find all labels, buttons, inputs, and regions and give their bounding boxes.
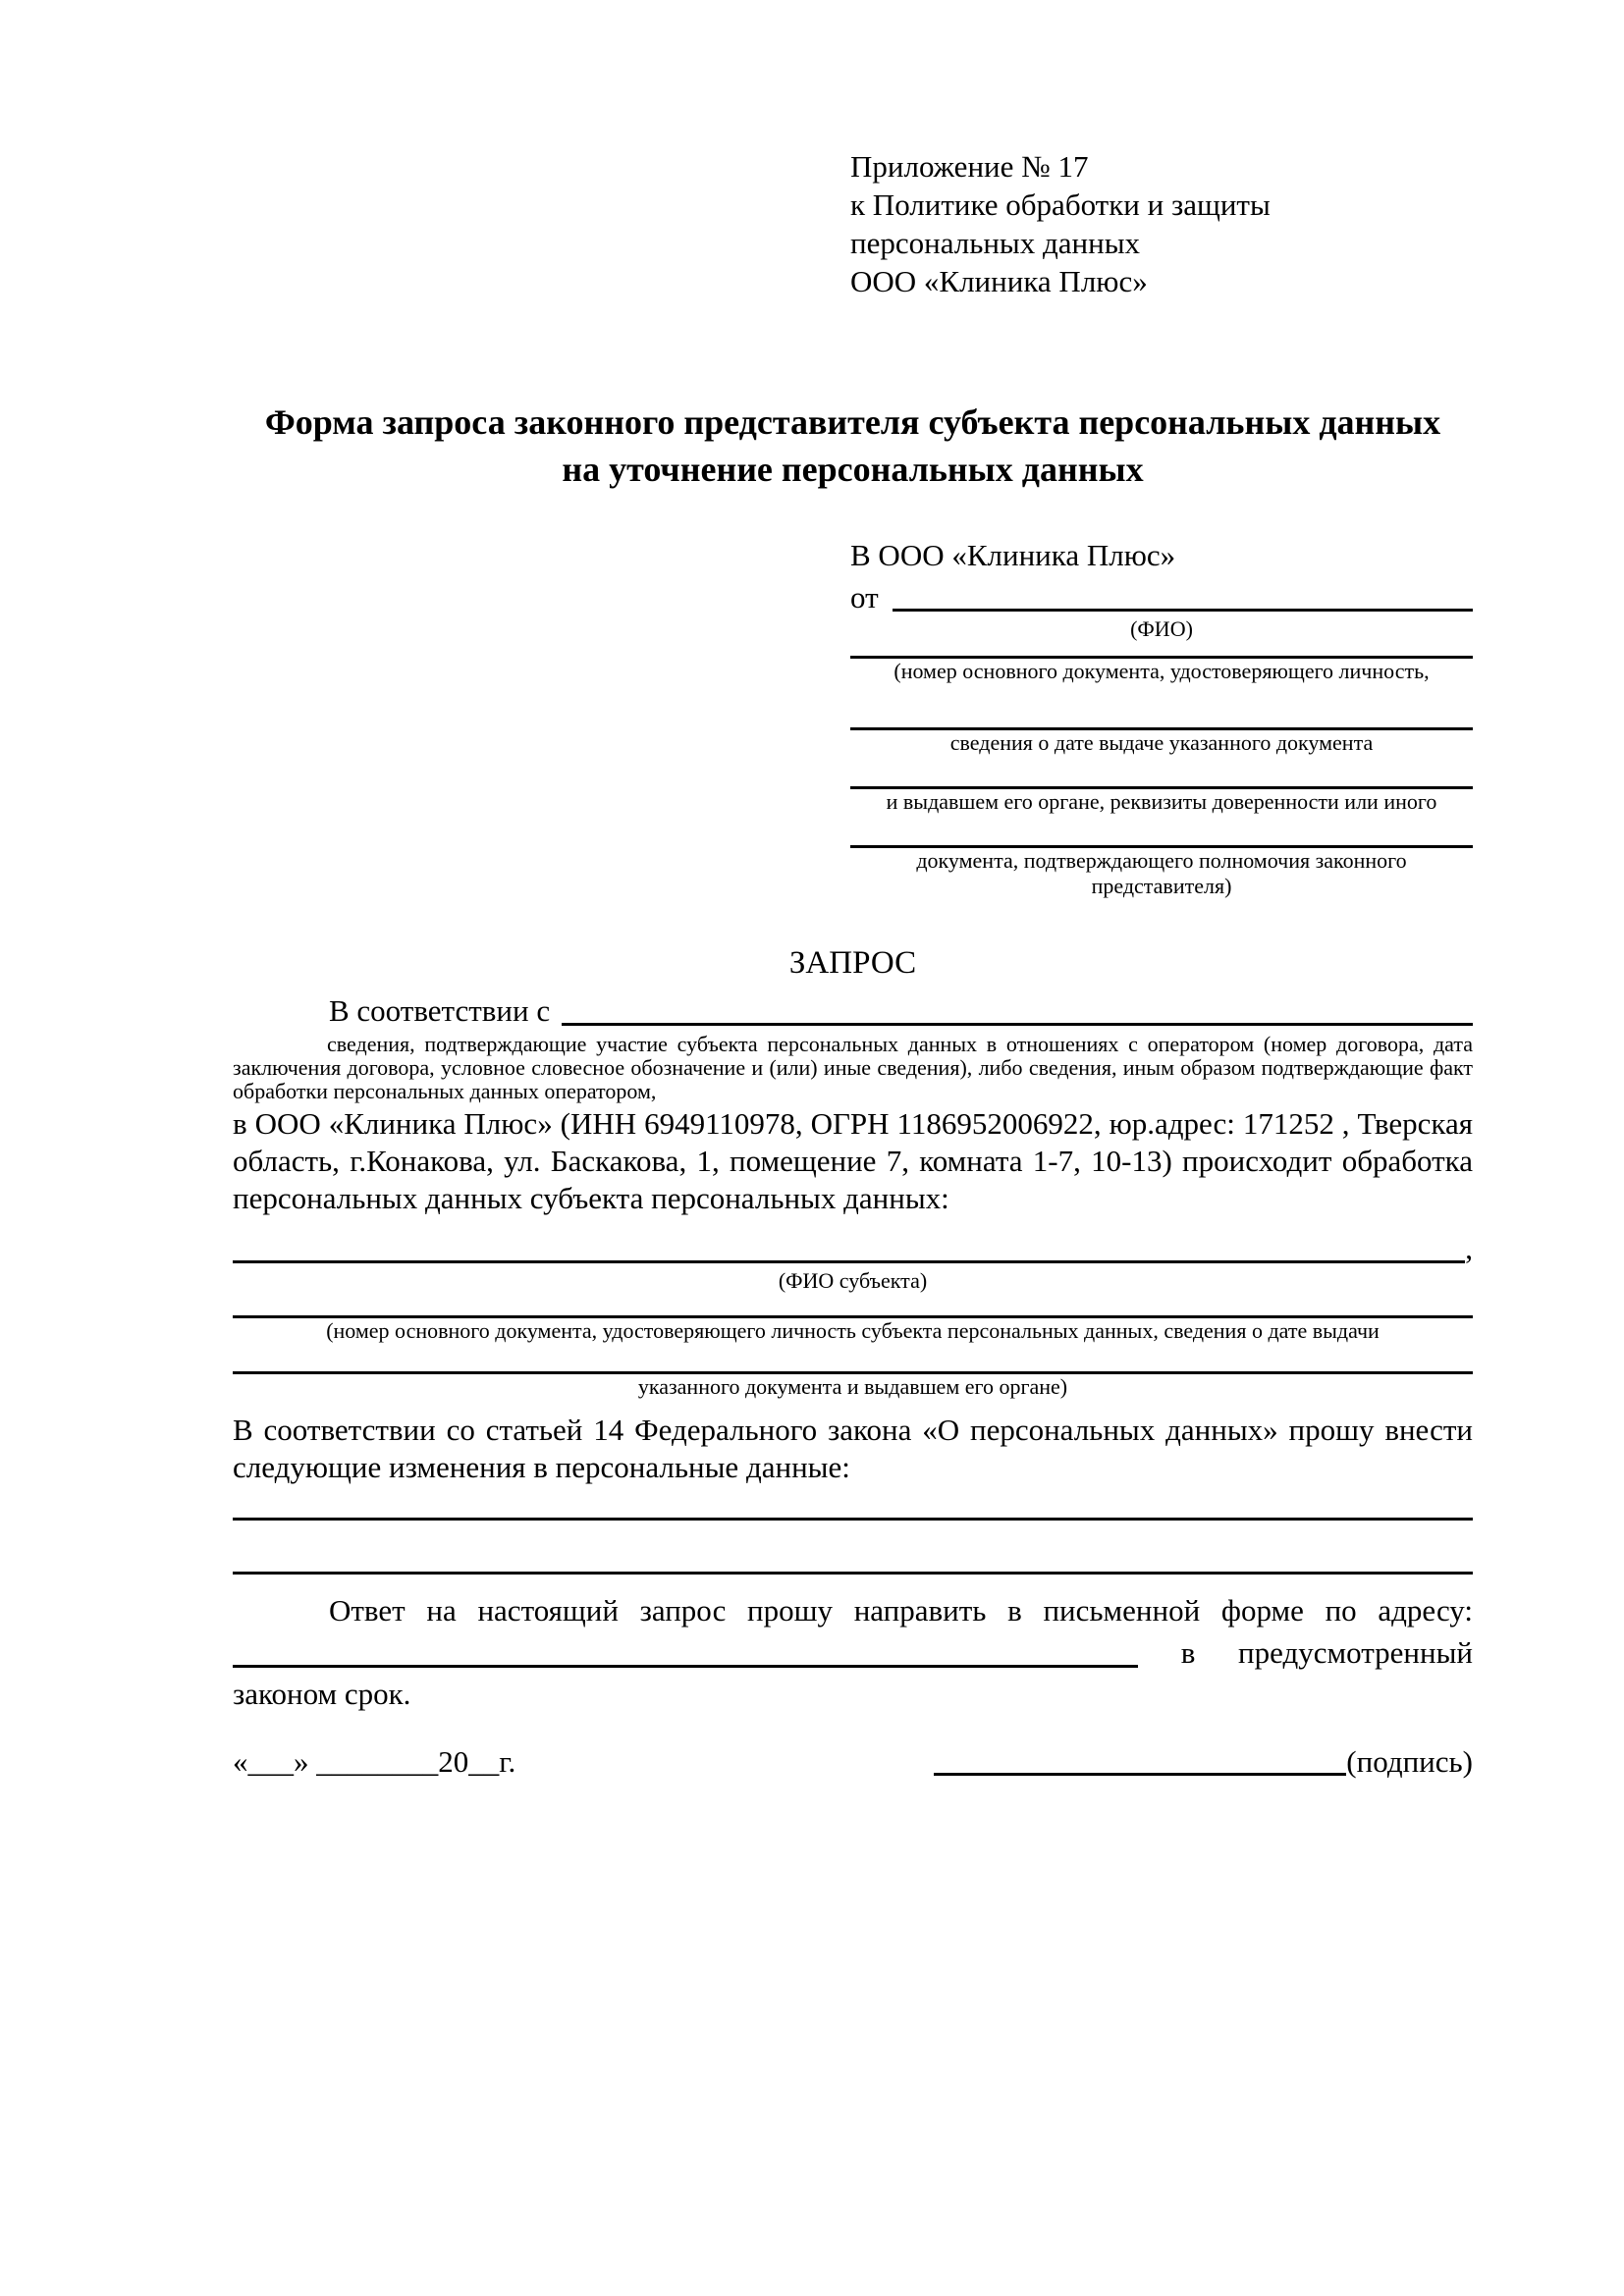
signature-caption: (подпись): [1346, 1744, 1473, 1779]
blank-line-caption: сведения о дате выдаче указанного документа: [949, 730, 1374, 755]
from-label: от: [850, 580, 879, 614]
blank-line-caption: и выдавшем его органе, реквизиты доверенности или иного: [886, 789, 1437, 814]
subject-fio-comma: ,: [1465, 1231, 1473, 1265]
response-address-row: [233, 1633, 1473, 1673]
changes-blank-line-2: [233, 1572, 1473, 1575]
document-title: [233, 399, 1473, 493]
blank-line-caption: (номер основного документа, удостоверяющего личность,: [893, 659, 1430, 683]
from-caption: (ФИО): [1130, 616, 1193, 641]
appendix-header-line-4: ООО «Клиника Плюс»: [850, 264, 1148, 298]
request-heading: ЗАПРОС: [788, 945, 917, 981]
blank-field-group: [850, 727, 1473, 756]
date-blank-text: «___» ________20__г.: [233, 1744, 516, 1779]
address-blank-line: [233, 1665, 1138, 1668]
response-tail-word: предусмотренный: [1238, 1635, 1473, 1670]
accordance-caption: сведения, подтверждающие участие субъекта персональных данных в отношениях с оператором (номер договора, дата заключения договора, условное словесное обозначение и (или) иные сведения), либо сведения, иным образом подтверждающие факт обработки персональных данных оператором,: [233, 1032, 1473, 1103]
from-blank-line: [893, 609, 1473, 612]
subject-fio-row: [233, 1229, 1473, 1268]
appendix-header-line-2: к Политике обработки и защиты: [850, 187, 1271, 222]
accordance-blank-line: [562, 1023, 1473, 1026]
blank-field-group: [850, 656, 1473, 684]
blank-field-group: [850, 845, 1473, 899]
addressee-organization: В ООО «Клиника Плюс»: [850, 538, 1176, 572]
article-paragraph: В соответствии со статьей 14 Федерального закона «О персональных данных» прошу внести следующие изменения в персональные данные:: [233, 1413, 1473, 1484]
document-title-line-2: на уточнение персональных данных: [562, 450, 1144, 489]
response-closing: законом срок.: [233, 1677, 411, 1711]
document-title-line-1: Форма запроса законного представителя субъекта персональных данных: [264, 402, 1441, 442]
blank-field-group: [850, 786, 1473, 815]
accordance-row: [233, 991, 1473, 1031]
addressee-block: [850, 536, 1473, 899]
footer-row: [233, 1742, 1473, 1782]
signature-blank-line: [934, 1773, 1346, 1776]
response-mid-word: в: [1180, 1635, 1196, 1670]
signature-group: [934, 1742, 1473, 1782]
appendix-header-line-3: персональных данных: [850, 226, 1141, 260]
subject-doc-caption-1: (номер основного документа, удостоверяющего личность субъекта персональных данных, сведения о дате выдачи: [326, 1318, 1380, 1343]
blank-line-caption: документа, подтверждающего полномочия законного представителя): [916, 848, 1407, 898]
subject-fio-blank-line: [233, 1260, 1465, 1263]
response-lead-paragraph: Ответ на настоящий запрос прошу направить в письменной форме по адресу:: [329, 1593, 1473, 1628]
changes-blank-line-1: [233, 1518, 1473, 1521]
operator-paragraph: в ООО «Клиника Плюс» (ИНН 6949110978, ОГРН 1186952006922, юр.адрес: 171252 , Тверская область, г.Конакова, ул. Баскакова, 1, помещение 7, комната 1-7, 10-13) происходит обработка персональных данных субъекта персональных данных:: [233, 1106, 1473, 1215]
appendix-header: [850, 147, 1473, 300]
appendix-header-line-1: Приложение № 17: [850, 149, 1089, 184]
from-row: [850, 578, 1473, 616]
subject-fio-caption: (ФИО субъекта): [778, 1268, 928, 1293]
accordance-label: В соответствии с: [329, 993, 551, 1028]
subject-doc-caption-2: указанного документа и выдавшем его органе): [637, 1374, 1068, 1399]
